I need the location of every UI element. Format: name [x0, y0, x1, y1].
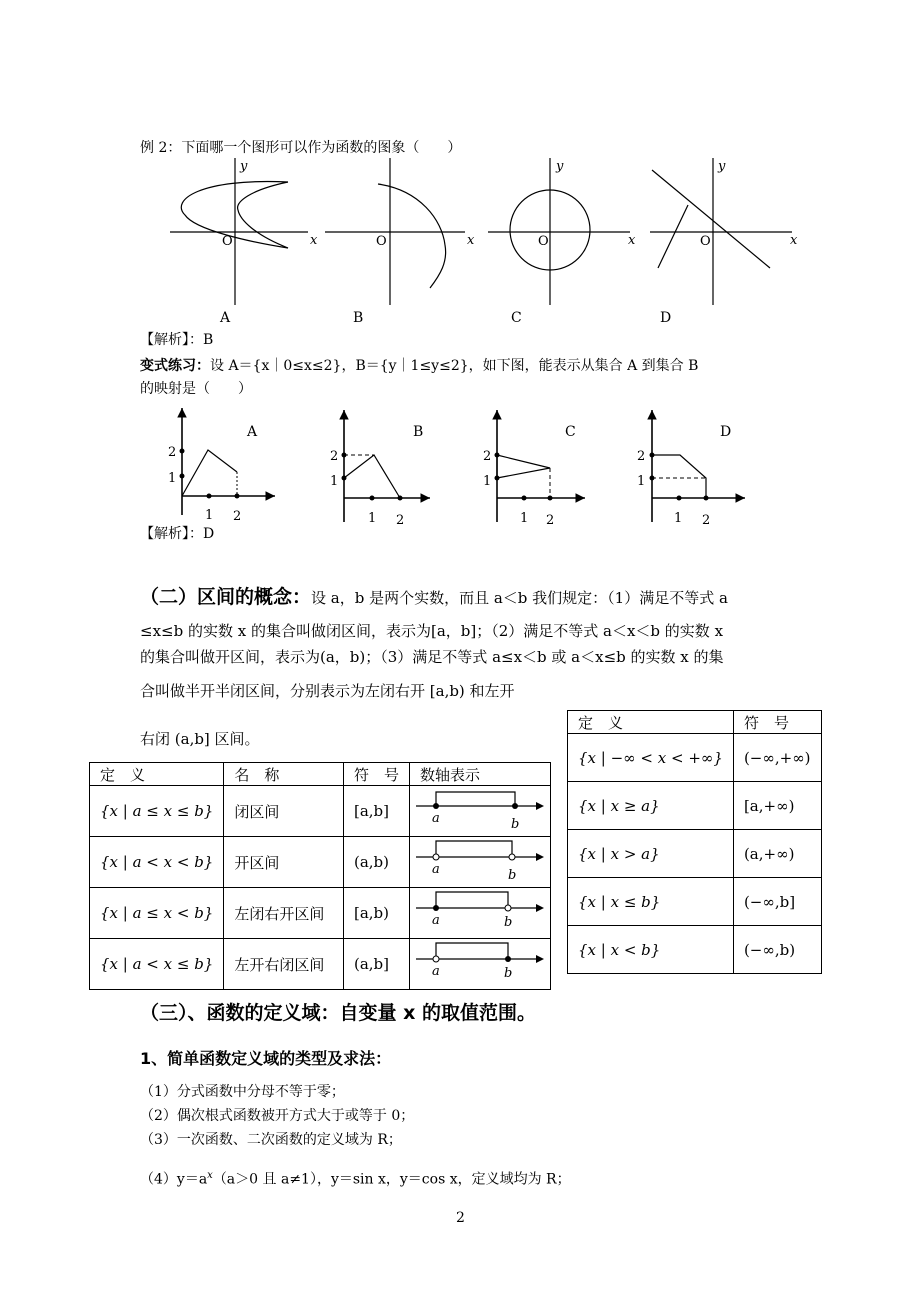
axis-a-label: a — [432, 862, 440, 877]
row-axis — [410, 837, 551, 888]
row-symbol: [a,b) — [343, 888, 409, 939]
table-row — [90, 888, 551, 939]
row-def: {x | x > a} — [568, 830, 734, 878]
row-name: 左闭右开区间 — [224, 888, 344, 939]
map-d-caption: D — [720, 424, 732, 440]
row-symbol: (−∞,+∞) — [733, 734, 821, 782]
graph-c — [488, 158, 636, 305]
section2-heading: （二）区间的概念： — [140, 586, 312, 608]
map-a-x2: 2 — [233, 509, 242, 524]
map-c-caption: C — [565, 424, 576, 440]
map-c-y2: 2 — [483, 449, 492, 464]
col-def: 定 义 — [90, 763, 224, 786]
section2-text5: 右闭 (a,b] 区间。 — [140, 730, 260, 748]
map-d-y1: 1 — [637, 474, 646, 489]
row-symbol: (−∞,b) — [733, 926, 821, 974]
map-b-x1: 1 — [368, 511, 377, 526]
row-symbol: (a,b) — [343, 837, 409, 888]
col-name: 名 称 — [224, 763, 344, 786]
exercise-label: 变式练习： — [140, 358, 210, 374]
row-def: {x | x < b} — [568, 926, 734, 974]
graph-a-y-label: y — [240, 159, 248, 174]
graph-b-origin: O — [376, 234, 387, 249]
map-graph-c — [483, 410, 585, 528]
interval-table — [89, 762, 551, 990]
table-row — [568, 830, 822, 878]
section2-text4: 合叫做半开半闭区间，分别表示为左闭右开 [a,b) 和左开 — [140, 682, 515, 700]
map-b-y1: 1 — [330, 474, 339, 489]
number-line-left-closed — [410, 888, 550, 934]
number-line-right-closed — [410, 939, 550, 985]
row-def: {x | x ≥ a} — [568, 782, 734, 830]
map-a-y1: 1 — [168, 471, 177, 486]
exercise-text1: 设 A＝{x｜0≤x≤2}，B＝{y｜1≤y≤2}，如下图，能表示从集合 A 到集合 B — [210, 358, 699, 374]
row-symbol: [a,b] — [343, 786, 409, 837]
graph-a — [170, 158, 318, 305]
domain-rule-2: （2）偶次根式函数被开方式大于或等于 0； — [140, 1108, 415, 1124]
domain-rule-4-lead: （4）y＝a — [140, 1171, 208, 1188]
row-def: {x | −∞ < x < +∞} — [568, 734, 734, 782]
graph-d-origin: O — [700, 234, 711, 249]
map-b-caption: B — [413, 424, 424, 440]
row-def: {x | a ≤ x ≤ b} — [90, 786, 224, 837]
infinite-interval-table — [567, 710, 822, 974]
section2-text3: 的集合叫做开区间，表示为(a，b)；（3）满足不等式 a≤x＜b 或 a＜x≤b 的实数 x 的集 — [140, 648, 724, 666]
graph-b-x-label: x — [467, 233, 475, 248]
row-name: 左开右闭区间 — [224, 939, 344, 990]
row-symbol: (−∞,b] — [733, 878, 821, 926]
table-row — [568, 782, 822, 830]
domain-rule-4-exponent: x — [207, 1170, 213, 1181]
table-row — [568, 734, 822, 782]
section3-heading: （三）、函数的定义域：自变量 x 的取值范围。 — [140, 1002, 536, 1024]
graph-c-x-label: x — [628, 233, 636, 248]
map-d-x2: 2 — [702, 513, 711, 528]
example2-question: 例 2：下面哪一个图形可以作为函数的图象（ ） — [140, 140, 462, 156]
row-symbol: (a,b] — [343, 939, 409, 990]
graph-a-caption: A — [220, 310, 231, 326]
domain-rule-4 — [140, 1166, 571, 1190]
page-number: 2 — [456, 1210, 465, 1226]
section3-subheading: 1、简单函数定义域的类型及求法： — [140, 1049, 392, 1068]
row-def: {x | a ≤ x < b} — [90, 888, 224, 939]
map-graph-b — [330, 410, 430, 528]
row-name: 闭区间 — [224, 786, 344, 837]
domain-rule-4-rest: （a＞0 且 a≠1），y＝sin x，y＝cos x，定义域均为 R； — [212, 1171, 571, 1188]
section2-text2: ≤x≤b 的实数 x 的集合叫做闭区间，表示为[a，b]；（2）满足不等式 a＜x＜b 的实数 x — [140, 622, 724, 640]
graph-c-y-label: y — [556, 159, 564, 174]
row-def: {x | a < x < b} — [90, 837, 224, 888]
table-row — [90, 786, 551, 837]
map-b-x2: 2 — [396, 513, 405, 528]
axis-a-label: a — [432, 964, 440, 979]
row-name: 开区间 — [224, 837, 344, 888]
graph-d-x-label: x — [790, 233, 798, 248]
table-row — [568, 878, 822, 926]
map-c-y1: 1 — [483, 474, 492, 489]
row-def: {x | a < x ≤ b} — [90, 939, 224, 990]
table-row — [90, 939, 551, 990]
map-c-x1: 1 — [520, 511, 529, 526]
col-symbol: 符 号 — [733, 711, 821, 734]
domain-rule-3: （3）一次函数、二次函数的定义域为 R； — [140, 1132, 402, 1148]
graph-d-caption: D — [660, 310, 672, 326]
map-a-y2: 2 — [168, 445, 177, 460]
example2-answer: 【解析】：B — [140, 332, 214, 348]
row-axis — [410, 786, 551, 837]
row-symbol: (a,+∞) — [733, 830, 821, 878]
row-def: {x | x ≤ b} — [568, 878, 734, 926]
col-symbol: 符 号 — [343, 763, 409, 786]
axis-a-label: a — [432, 811, 440, 826]
map-graph-a — [168, 408, 275, 524]
exercise-answer: 【解析】：D — [140, 526, 215, 542]
map-a-caption: A — [247, 424, 258, 440]
number-line-closed — [410, 786, 550, 832]
exercise-line1 — [140, 356, 698, 376]
axis-b-label: b — [504, 915, 513, 930]
col-axis: 数轴表示 — [410, 763, 551, 786]
graph-a-x-label: x — [310, 233, 318, 248]
axis-b-label: b — [511, 817, 520, 832]
exercise-text2: 的映射是（ ） — [140, 381, 252, 397]
example2-graphs — [160, 150, 810, 330]
graph-d-y-label: y — [718, 159, 726, 174]
domain-rule-1: （1）分式函数中分母不等于零； — [140, 1084, 345, 1100]
table-row — [568, 926, 822, 974]
map-d-x1: 1 — [674, 511, 683, 526]
exercise-graphs — [160, 400, 760, 530]
graph-c-origin: O — [538, 234, 549, 249]
axis-b-label: b — [504, 966, 513, 981]
row-axis — [410, 939, 551, 990]
axis-b-label: b — [508, 868, 517, 883]
graph-d — [650, 158, 798, 305]
number-line-open — [410, 837, 550, 883]
col-def: 定 义 — [568, 711, 734, 734]
row-axis — [410, 888, 551, 939]
map-b-y2: 2 — [330, 449, 339, 464]
map-d-y2: 2 — [637, 449, 646, 464]
row-symbol: [a,+∞) — [733, 782, 821, 830]
section2-text1: 设 a，b 是两个实数，而且 a＜b 我们规定：（1）满足不等式 a — [311, 589, 728, 607]
infinite-table-header — [568, 711, 822, 734]
graph-c-caption: C — [511, 310, 522, 326]
graph-b — [325, 158, 475, 305]
axis-a-label: a — [432, 913, 440, 928]
graph-a-origin: O — [222, 234, 233, 249]
graph-b-caption: B — [353, 310, 364, 326]
interval-table-header — [90, 763, 551, 786]
map-graph-d — [637, 410, 745, 528]
map-a-x1: 1 — [205, 508, 214, 523]
section2-line1 — [140, 582, 728, 609]
map-c-x2: 2 — [546, 513, 555, 528]
table-row — [90, 837, 551, 888]
